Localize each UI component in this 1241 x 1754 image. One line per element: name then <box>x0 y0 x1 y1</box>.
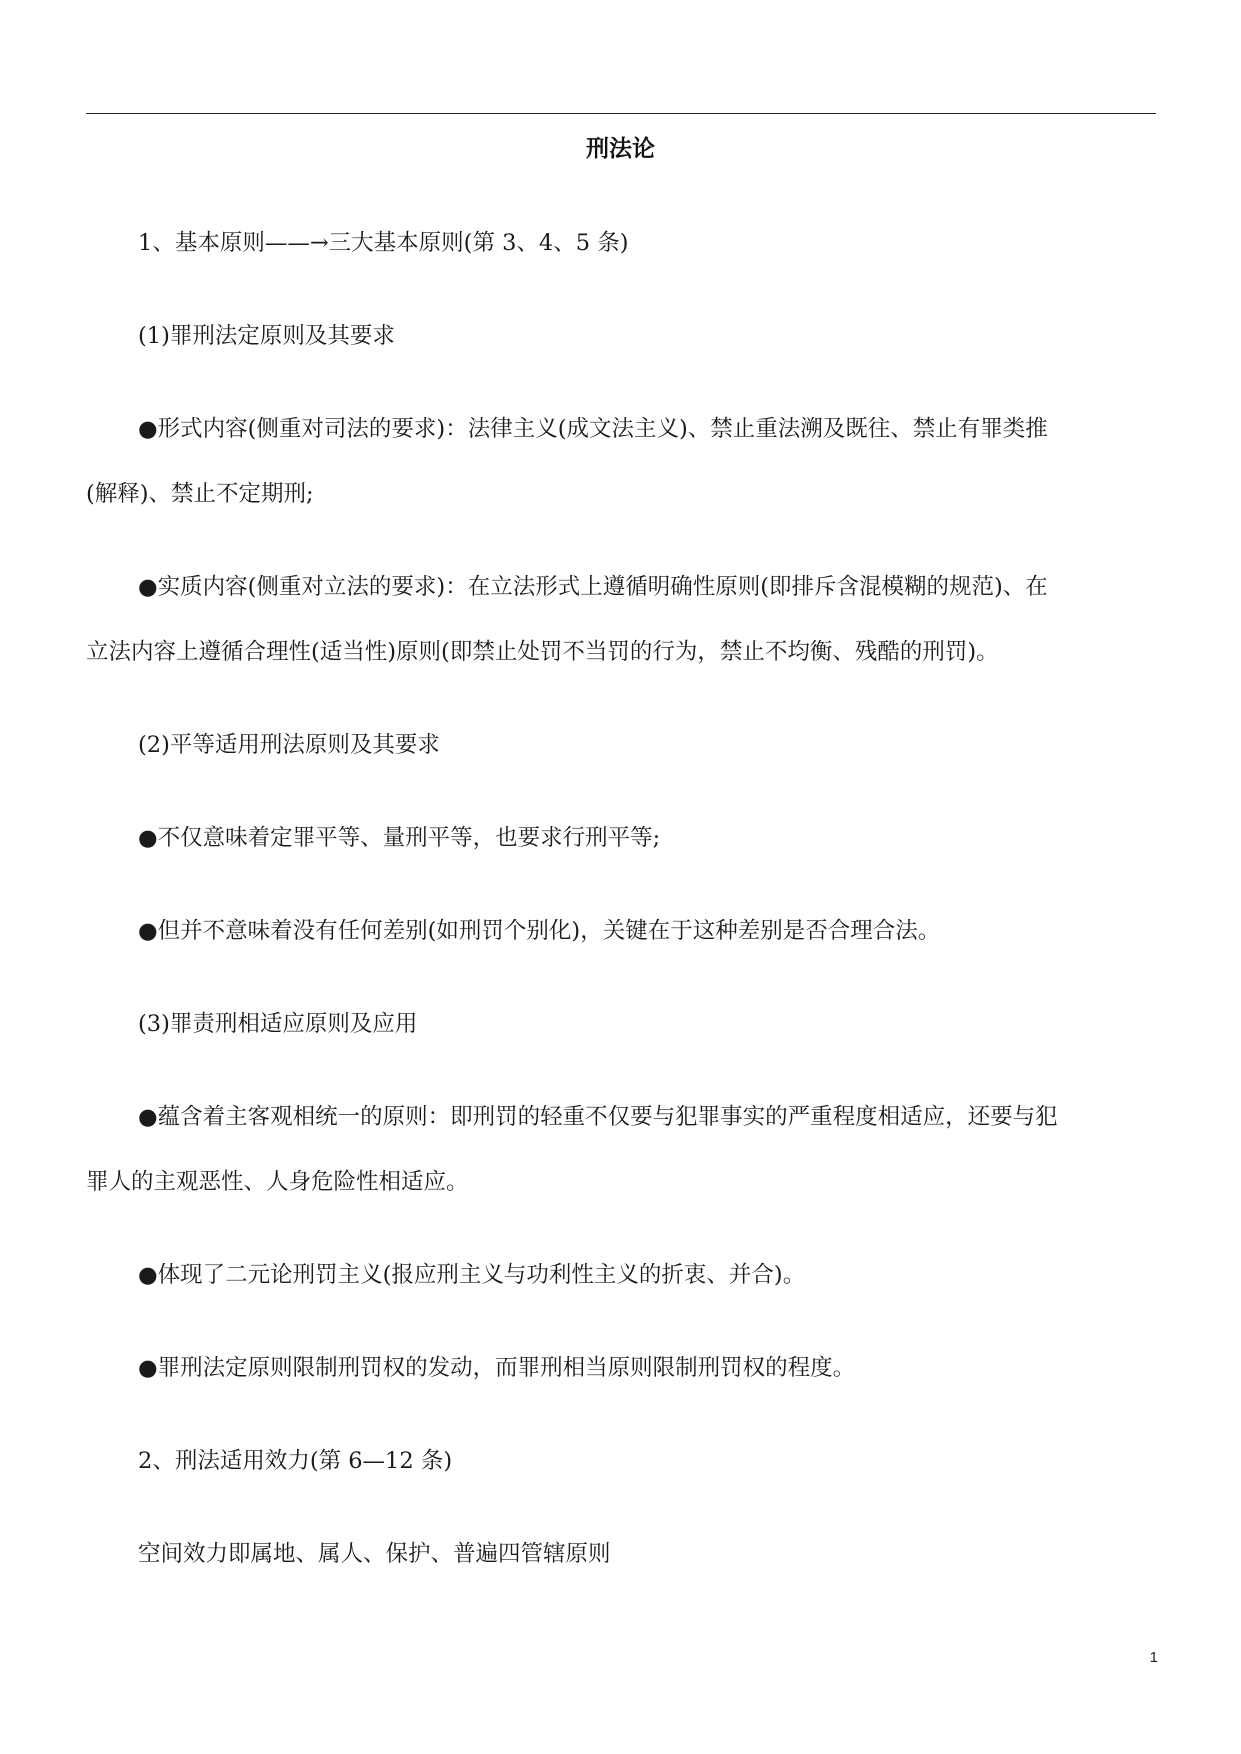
principle-3-bullet-2: ●体现了二元论刑罚主义(报应刑主义与功利性主义的折衷、并合)。 <box>138 1262 806 1288</box>
header-rule <box>86 113 1156 114</box>
principle-1-bullet-2-line-1: ●实质内容(侧重对立法的要求)：在立法形式上遵循明确性原则(即排斥含混模糊的规范)、在 <box>138 574 1048 600</box>
page-number: 1 <box>1149 1649 1158 1666</box>
principle-3-bullet-1-line-1: ●蕴含着主客观相统一的原则：即刑罚的轻重不仅要与犯罪事实的严重程度相适应，还要与犯 <box>138 1104 1058 1130</box>
principle-2-bullet-2: ●但并不意味着没有任何差别(如刑罚个别化)，关键在于这种差别是否合理合法。 <box>138 918 941 944</box>
section-1-heading: 1、基本原则——→三大基本原则(第 3、4、5 条) <box>138 230 629 256</box>
principle-1-bullet-1-line-1: ●形式内容(侧重对司法的要求)：法律主义(成文法主义)、禁止重法溯及既往、禁止有罪类推 <box>138 416 1048 442</box>
document-title: 刑法论 <box>586 136 655 162</box>
principle-3-bullet-3: ●罪刑法定原则限制刑罚权的发动，而罪刑相当原则限制刑罚权的程度。 <box>138 1355 856 1381</box>
principle-1-heading: (1)罪刑法定原则及其要求 <box>138 323 395 349</box>
principle-1-bullet-1-line-2: (解释)、禁止不定期刑; <box>86 481 314 507</box>
principle-3-heading: (3)罪责刑相适应原则及应用 <box>138 1011 418 1037</box>
section-2-heading: 2、刑法适用效力(第 6—12 条) <box>138 1448 453 1474</box>
principle-2-heading: (2)平等适用刑法原则及其要求 <box>138 732 440 758</box>
principle-1-bullet-2-line-2: 立法内容上遵循合理性(适当性)原则(即禁止处罚不当罚的行为，禁止不均衡、残酷的刑罚)。 <box>86 639 999 665</box>
principle-3-bullet-1-line-2: 罪人的主观恶性、人身危险性相适应。 <box>86 1169 469 1195</box>
principle-2-bullet-1: ●不仅意味着定罪平等、量刑平等，也要求行刑平等; <box>138 825 661 851</box>
section-2-paragraph: 空间效力即属地、属人、保护、普遍四管辖原则 <box>138 1541 611 1567</box>
